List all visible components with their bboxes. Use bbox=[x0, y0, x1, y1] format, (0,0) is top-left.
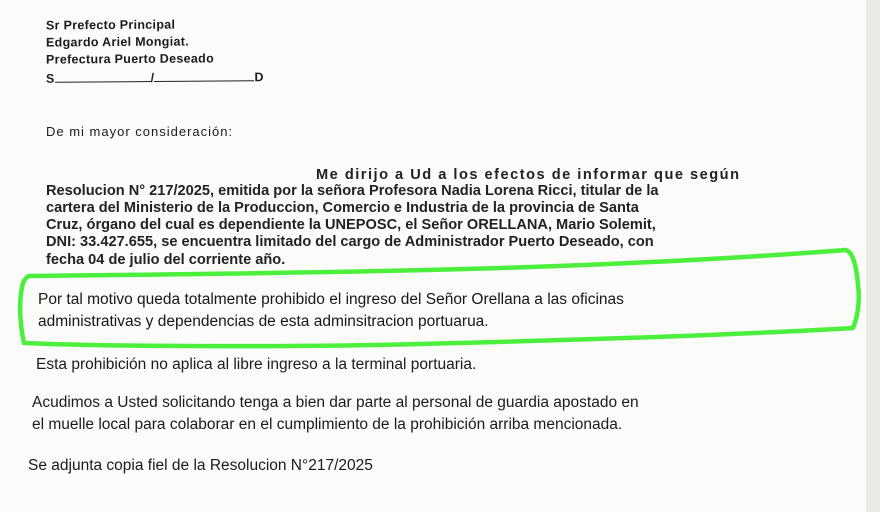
paragraph1-line: cartera del Ministerio de la Produccion, Comercio e Industria de la provincia de Santa bbox=[46, 200, 639, 216]
paragraph1-line: Me dirijo a Ud a los efectos de informar que según bbox=[316, 167, 741, 183]
recipient-office: Prefectura Puerto Deseado bbox=[45, 51, 215, 67]
recipient-name: Edgardo Ariel Mongiat. bbox=[45, 34, 190, 50]
request-line: Acudimos a Usted solicitando tenga a bien dar parte al personal de guardia apostado en bbox=[32, 394, 639, 411]
recipient-title: Sr Prefecto Principal bbox=[45, 17, 176, 33]
paragraph1-line: Resolucion N° 217/2025, emitida por la señora Profesora Nadia Lorena Ricci, titular de la bbox=[46, 183, 659, 199]
sd-blank-1 bbox=[55, 70, 151, 83]
request-line: el muelle local para colaborar en el cumplimiento de la prohibición arriba mencionada. bbox=[32, 416, 623, 433]
paragraph1-line: Cruz, órgano del cual es dependiente la UNEPOSC, el Señor ORELLANA, Mario Solemit, bbox=[46, 217, 656, 233]
paragraph1-line: fecha 04 de julio del corriente año. bbox=[46, 252, 286, 268]
prohibition-line: administrativas y dependencias de esta adminsitracion portuarua. bbox=[38, 313, 489, 330]
attachment-note: Se adjunta copia fiel de la Resolucion N°217/2025 bbox=[28, 457, 373, 474]
sd-start: S bbox=[45, 71, 55, 86]
greeting: De mi mayor consideración: bbox=[46, 124, 234, 139]
paragraph1-line: DNI: 33.427.655, se encuentra limitado del cargo de Administrador Puerto Deseado, con bbox=[46, 234, 654, 250]
salutation-line bbox=[46, 69, 264, 86]
exception-paragraph: Esta prohibición no aplica al libre ingreso a la terminal portuaria. bbox=[36, 356, 477, 373]
prohibition-line: Por tal motivo queda totalmente prohibido el ingreso del Señor Orellana a las oficinas bbox=[38, 291, 624, 308]
sd-end: D bbox=[254, 70, 264, 85]
sd-separator: / bbox=[150, 71, 155, 86]
sd-blank-2 bbox=[154, 69, 254, 82]
